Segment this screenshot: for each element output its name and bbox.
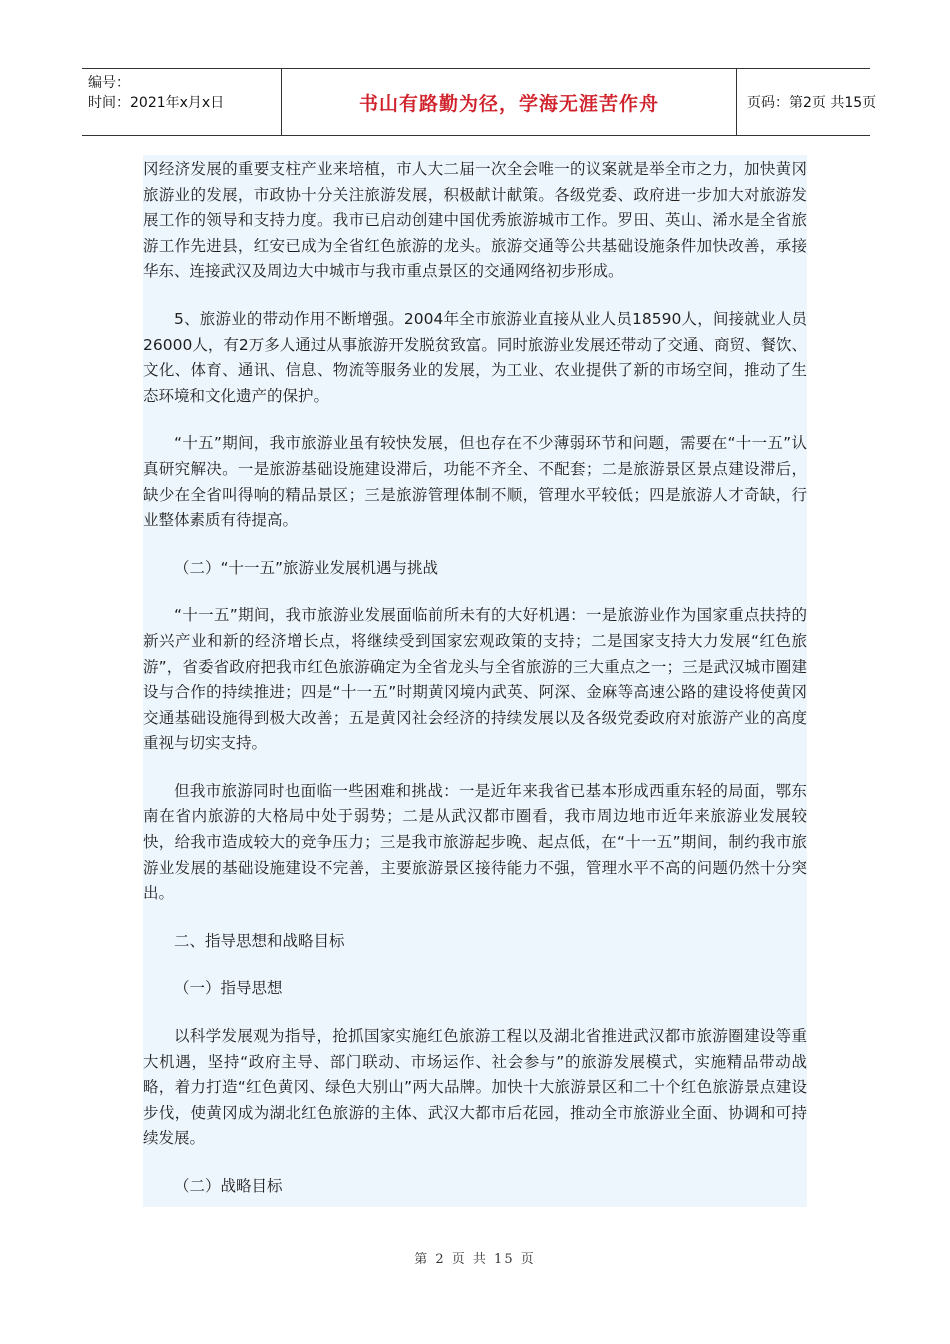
paragraph-tourism-driving-role: 5、旅游业的带动作用不断增强。2004年全市旅游业直接从业人员18590人，间接就业人员26000人，有2万多人通过从事旅游开发脱贫致富。同时旅游业发展还带动了交通、商贸、餐饮、文化、体育、通讯、信息、物流等服务业的发展，为工业、农业提供了新的市场空间，推动了生态环境和文化遗产的保护。: [143, 309, 807, 405]
header-motto: 书山有路勤为径，学海无涯苦作舟: [358, 92, 659, 115]
document-number-label: 编号：: [88, 75, 130, 91]
paragraph-challenges: 但我市旅游同时也面临一些困难和挑战：一是近年来我省已基本形成西重东轻的局面，鄂东南在省内旅游的大格局中处于弱势；二是从武汉都市圈看，我市周边地市近年来旅游业发展较快，给我市造成较大的竞争压力；三是我市旅游起步晚、起点低，在“十一五”期间，制约我市旅游业发展的基础设施建设不完善，主要旅游景区接待能力不强，管理水平不高的问题仍然十分突出。: [143, 781, 807, 903]
document-body: [143, 155, 807, 1207]
paragraph-guiding-thought: 以科学发展观为指导，抢抓国家实施红色旅游工程以及湖北省推进武汉都市旅游圈建设等重大机遇，坚持“政府主导、部门联动、市场运作、社会参与”的旅游发展模式，实施精品带动战略，着力打造“红色黄冈、绿色大别山”两大品牌。加快十大旅游景区和二十个红色旅游景点建设步伐，使黄冈成为湖北红色旅游的主体、武汉大都市后花园，推动全市旅游业全面、协调和可持续发展。: [143, 1027, 807, 1148]
document-time-label: 时间：2021年x月x日: [88, 95, 225, 111]
section-heading-opportunities: （二）“十一五”旅游业发展机遇与挑战: [174, 558, 439, 577]
page-footer: [0, 1248, 950, 1267]
header-page-label: 页码：第2页 共15页: [747, 95, 877, 111]
subsection-heading-strategic-goals: （二）战略目标: [174, 1177, 283, 1195]
paragraph-weaknesses: “十五”期间，我市旅游业虽有较快发展，但也存在不少薄弱环节和问题，需要在“十一五”认真研究解决。一是旅游基础设施建设滞后，功能不齐全、不配套；二是旅游景区景点建设滞后，缺少在全省叫得响的精品景区；三是旅游管理体制不顺，管理水平较低；四是旅游人才奇缺，行业整体素质有待提高。: [143, 434, 807, 530]
subsection-heading-guiding-thought: （一）指导思想: [174, 979, 283, 998]
header-motto-cell: [282, 69, 737, 135]
header-meta-cell: [82, 69, 282, 135]
page-header: [82, 68, 877, 136]
section-heading-guiding-thought-and-goals: 二、指导思想和战略目标: [174, 931, 345, 950]
footer-page-number: 第 2 页 共 15 页: [414, 1252, 536, 1267]
paragraph-continuation: 冈经济发展的重要支柱产业来培植，市人大二届一次全会唯一的议案就是举全市之力，加快黄冈旅游业的发展，市政协十分关注旅游发展，积极献计献策。各级党委、政府进一步加大对旅游发展工作的领导和支持力度。我市已启动创建中国优秀旅游城市工作。罗田、英山、浠水是全省旅游工作先进县，红安已成为全省红色旅游的龙头。旅游交通等公共基础设施条件加快改善，承接华东、连接武汉及周边大中城市与我市重点景区的交通网络初步形成。: [143, 160, 807, 281]
header-page-cell: [737, 69, 877, 135]
paragraph-opportunities: “十一五”期间，我市旅游业发展面临前所未有的大好机遇：一是旅游业作为国家重点扶持的新兴产业和新的经济增长点，将继续受到国家宏观政策的支持；二是国家支持大力发展“红色旅游”，省委省政府把我市红色旅游确定为全省龙头与全省旅游的三大重点之一；三是武汉城市圈建设与合作的持续推进；四是“十一五”时期黄冈境内武英、阿深、金麻等高速公路的建设将使黄冈交通基础设施得到极大改善；五是黄冈社会经济的持续发展以及各级党委政府对旅游产业的高度重视与切实支持。: [143, 606, 807, 753]
